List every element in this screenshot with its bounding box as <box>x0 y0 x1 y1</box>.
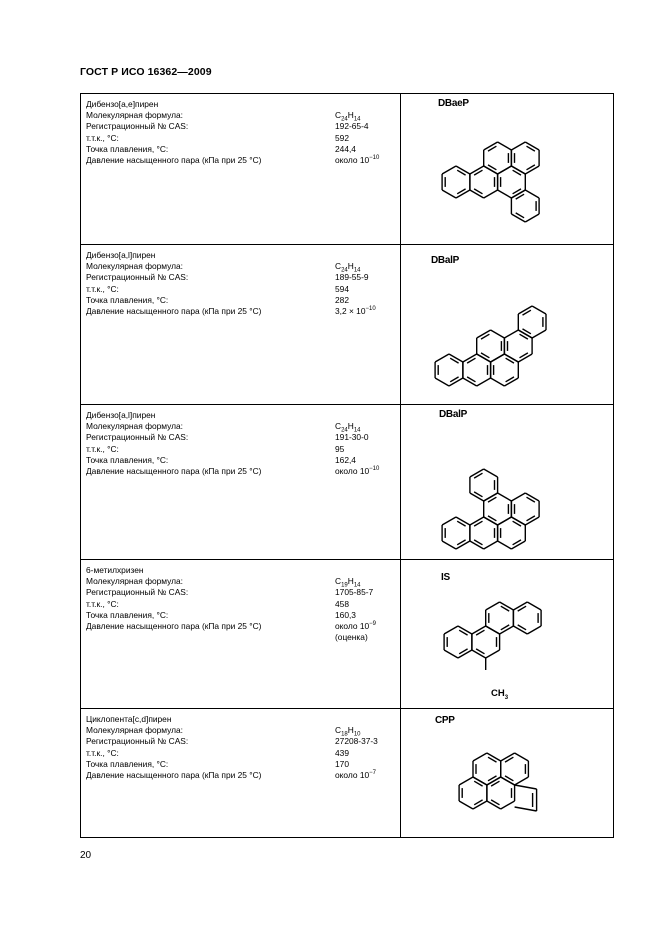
compound-abbreviation: IS <box>441 572 450 583</box>
boiling-point-label: т.т.к., °С: <box>86 598 119 609</box>
compound-name: Дибензо[a,l]пирен <box>86 250 156 260</box>
compound-name: 6-метилхризен <box>86 565 144 575</box>
property-labels <box>86 565 261 632</box>
melting-point-label: Точка плавления, °С: <box>86 143 169 154</box>
property-labels <box>86 410 261 477</box>
melting-point-label: Точка плавления, °С: <box>86 454 169 465</box>
boiling-point-label: т.т.к., °С: <box>86 443 119 454</box>
boiling-point-value: 439 <box>335 747 349 758</box>
page-number: 20 <box>80 850 92 861</box>
compound-info-cell <box>81 405 401 560</box>
compound-abbreviation: CPP <box>435 715 455 726</box>
structure-cell <box>401 709 614 838</box>
boiling-point-value: 458 <box>335 598 349 609</box>
compounds-table <box>80 93 614 838</box>
vapour-pressure-value: около $10^{-9}$ <box>335 621 377 632</box>
formula-value: $C_{24}H_{14}$ <box>335 110 361 123</box>
melting-point-value: 160,3 <box>335 609 356 620</box>
melting-point-value: 282 <box>335 294 349 305</box>
compound-row <box>81 709 614 838</box>
spacer <box>335 410 379 421</box>
melting-point-label: Точка плавления, °С: <box>86 294 169 305</box>
molecule-structure-diagram <box>401 709 615 836</box>
formula-label: Молекулярная формула: <box>86 576 184 587</box>
spacer <box>335 99 379 110</box>
formula-value: $C_{24}H_{14}$ <box>335 261 361 274</box>
boiling-point-label: т.т.к., °С: <box>86 132 119 143</box>
molecule-structure-diagram <box>401 560 615 707</box>
boiling-point-label: т.т.к., °С: <box>86 747 119 758</box>
formula-label: Молекулярная формула: <box>86 110 184 121</box>
cas-label: Регистрационный № CAS: <box>86 432 189 443</box>
property-values <box>335 565 376 643</box>
compound-info-cell <box>81 245 401 405</box>
melting-point-value: 170 <box>335 758 349 769</box>
compound-row <box>81 245 614 405</box>
property-labels <box>86 99 261 166</box>
formula-label: Молекулярная формула: <box>86 725 184 736</box>
compound-row <box>81 94 614 245</box>
property-values <box>335 410 379 477</box>
vapour-pressure-label: Давление насыщенного пара (кПа при 25 °С) <box>86 306 262 317</box>
compound-info-cell <box>81 709 401 838</box>
compound-name: Дибензо[a,e]пирен <box>86 99 159 109</box>
melting-point-label: Точка плавления, °С: <box>86 758 169 769</box>
melting-point-value: 244,4 <box>335 143 356 154</box>
cas-label: Регистрационный № CAS: <box>86 736 189 747</box>
molecule-structure-diagram <box>401 405 615 558</box>
vapour-pressure-value: около $10^{-10}$ <box>335 155 380 166</box>
methyl-substituent-label: $CH_3$ <box>491 688 509 701</box>
compound-name: Циклопента[c,d]пирен <box>86 714 172 724</box>
property-labels <box>86 714 261 781</box>
vapour-pressure-label: Давление насыщенного пара (кПа при 25 °С) <box>86 770 262 781</box>
cas-value: 1705-85-7 <box>335 587 374 598</box>
vapour-pressure-value: около $10^{-10}$ <box>335 466 380 477</box>
property-values <box>335 99 379 166</box>
cas-label: Регистрационный № CAS: <box>86 121 189 132</box>
formula-value: $C_{18}H_{10}$ <box>335 725 361 738</box>
compound-row <box>81 405 614 560</box>
compound-abbreviation: DBalP <box>431 255 459 266</box>
boiling-point-label: т.т.к., °С: <box>86 283 119 294</box>
cas-value: 192-65-4 <box>335 121 369 132</box>
cas-label: Регистрационный № CAS: <box>86 587 189 598</box>
molecule-structure-diagram <box>401 94 615 243</box>
vapour-pressure-value: $3,2 \times 10^{-10}$ <box>335 306 376 317</box>
cas-value: 189-55-9 <box>335 272 369 283</box>
cas-value: 191-30-0 <box>335 432 369 443</box>
vapour-pressure-note: (оценка) <box>335 632 368 643</box>
boiling-point-value: 95 <box>335 443 345 454</box>
spacer <box>335 714 378 725</box>
structure-cell <box>401 560 614 709</box>
molecule-structure-diagram <box>401 245 615 403</box>
cas-value: 27208-37-3 <box>335 736 378 747</box>
formula-label: Молекулярная формула: <box>86 421 184 432</box>
compound-name: Дибензо[a,l]пирен <box>86 410 156 420</box>
property-values <box>335 250 376 317</box>
spacer <box>335 565 376 576</box>
structure-cell <box>401 245 614 405</box>
formula-label: Молекулярная формула: <box>86 261 184 272</box>
property-labels <box>86 250 261 317</box>
vapour-pressure-label: Давление насыщенного пара (кПа при 25 °С) <box>86 155 262 166</box>
formula-value: $C_{19}H_{14}$ <box>335 576 361 589</box>
compound-info-cell <box>81 94 401 245</box>
boiling-point-value: 594 <box>335 283 349 294</box>
vapour-pressure-value: около $10^{-7}$ <box>335 770 377 781</box>
structure-cell <box>401 94 614 245</box>
structure-cell <box>401 405 614 560</box>
melting-point-value: 162,4 <box>335 454 356 465</box>
property-values <box>335 714 378 781</box>
compound-row <box>81 560 614 709</box>
boiling-point-value: 592 <box>335 132 349 143</box>
document-header: ГОСТ Р ИСО 16362—2009 <box>80 66 212 78</box>
compound-abbreviation: DBalP <box>439 409 467 420</box>
spacer <box>335 250 376 261</box>
vapour-pressure-label: Давление насыщенного пара (кПа при 25 °С) <box>86 466 262 477</box>
vapour-pressure-label: Давление насыщенного пара (кПа при 25 °С) <box>86 621 262 632</box>
cas-label: Регистрационный № CAS: <box>86 272 189 283</box>
compound-abbreviation: DBaeP <box>438 98 469 109</box>
formula-value: $C_{24}H_{14}$ <box>335 421 361 434</box>
melting-point-label: Точка плавления, °С: <box>86 609 169 620</box>
compound-info-cell <box>81 560 401 709</box>
